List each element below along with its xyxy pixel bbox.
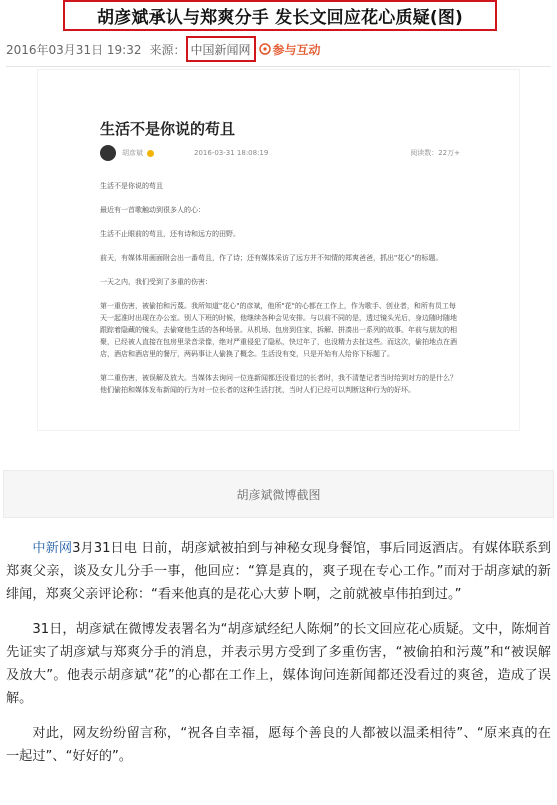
screenshot-paragraph: 最近有一首歌触动到很多人的心： [100,206,205,214]
screenshot-paragraph: 生活不止眼前的苟且，还有诗和远方的田野。 [100,230,240,238]
image-caption: 胡彦斌微博截图 [236,487,321,502]
article-body [6,537,551,780]
screenshot-author-row [100,145,460,161]
screenshot-title: 生活不是你说的苟且 [100,120,236,138]
avatar [100,145,116,161]
article-meta [6,36,551,62]
source-inline-link[interactable]: 中新网 [32,541,73,556]
article-paragraph [6,537,551,606]
screenshot-body [100,180,460,408]
screenshot-paragraph: 第二重伤害，被误解及放大。当媒体去询问一位连新闻都还没看过的长者时，我不清楚记者当时给到对方的是什么？他们偷拍和媒体发布新闻的行为对一位长者的这种生活打扰，当时人们已经可以判断这种行为的好坏。 [100,374,457,394]
source-label: 来源： [149,42,186,57]
screenshot-fade [38,410,519,430]
screenshot-time: 2016-03-31 18:08:19 [194,149,269,157]
screenshot-paragraph: 前天，有媒体用画面附会出一番苟且，作了诗；还有媒体采访了远方并不知情的郑爽爸爸，抓出"花心"的标题。 [100,254,443,262]
screenshot-paragraph: 生活不是你说的苟且 [100,182,163,190]
screenshot-author: 胡彦斌 [122,149,143,157]
meta-divider [6,66,551,67]
comment-icon [259,43,271,55]
weibo-screenshot [38,70,519,430]
screenshot-paragraph: 一天之内，我们受到了多重的伤害： [100,278,212,286]
screenshot-reads: 阅读数：22万+ [410,149,460,157]
source-highlight-box[interactable] [186,36,256,62]
interact-label[interactable]: 参与互动 [272,42,321,57]
article-paragraph: 31日，胡彦斌在微博发表署名为“胡彦斌经纪人陈炯”的长文回应花心质疑。文中，陈炯首先证实了胡彦斌与郑爽分手的消息，并表示男方受到了多重伤害，“被偷拍和污蔑”和“被误解及放大”。他表示胡彦斌“花”的心都在工作上，媒体询问连新闻都还没看过的爽爸，造成了误解。 [6,622,551,706]
screenshot-paragraph: 第一重伤害，被偷拍和污蔑。我所知道"花心"的彦斌，他所"花"的心都在工作上，作为歌手、创业者，和所有员工每天一起准时出现在办公室。别人下班的时候，他继续各种会见安排。与以前不同的是，透过镜头光后，身边随时随地跟踪着隐藏的镜头，去偷窥他生活的各种场景。从机场、包房到住家，拆解、拼凑出一系列的故事。年前与朋友的相聚，已经被人直接在包房里录音录像，绝对严重侵犯了隐私，快过年了，也没精力去扯这些。而这次，偷拍地点在酒店，酒店和酒店里的餐厅，两码事让人偷换了概念。生活没有变，只是开始有人给你下标题了。 [100,302,457,358]
article-paragraph-1-text: 3月31日电 日前，胡彦斌被拍到与神秘女现身餐馆，事后同返酒店。有媒体联系到郑爽父亲，谈及女儿分手一事，他回应：“算是真的，爽子现在专心工作。”而对于胡彦斌的新绯闻，郑爽父亲评论称：“看来他真的是花心大萝卜啊，之前就被卓伟拍到过。” [6,541,551,602]
article-headline: 胡彦斌承认与郑爽分手 发长文回应花心质疑(图) [96,8,464,28]
verified-badge-icon [147,150,154,157]
article-paragraph: 对此，网友纷纷留言称，“祝各自幸福，愿每个善良的人都被以温柔相待”、“原来真的在一起过”、“好好的”。 [6,726,551,764]
image-caption-box [3,470,554,518]
source-name-link[interactable]: 中国新闻网 [190,42,251,57]
publish-date: 2016年03月31日 19:32 [6,42,142,57]
interact-link[interactable] [259,41,321,58]
headline-highlight-box [63,0,497,31]
